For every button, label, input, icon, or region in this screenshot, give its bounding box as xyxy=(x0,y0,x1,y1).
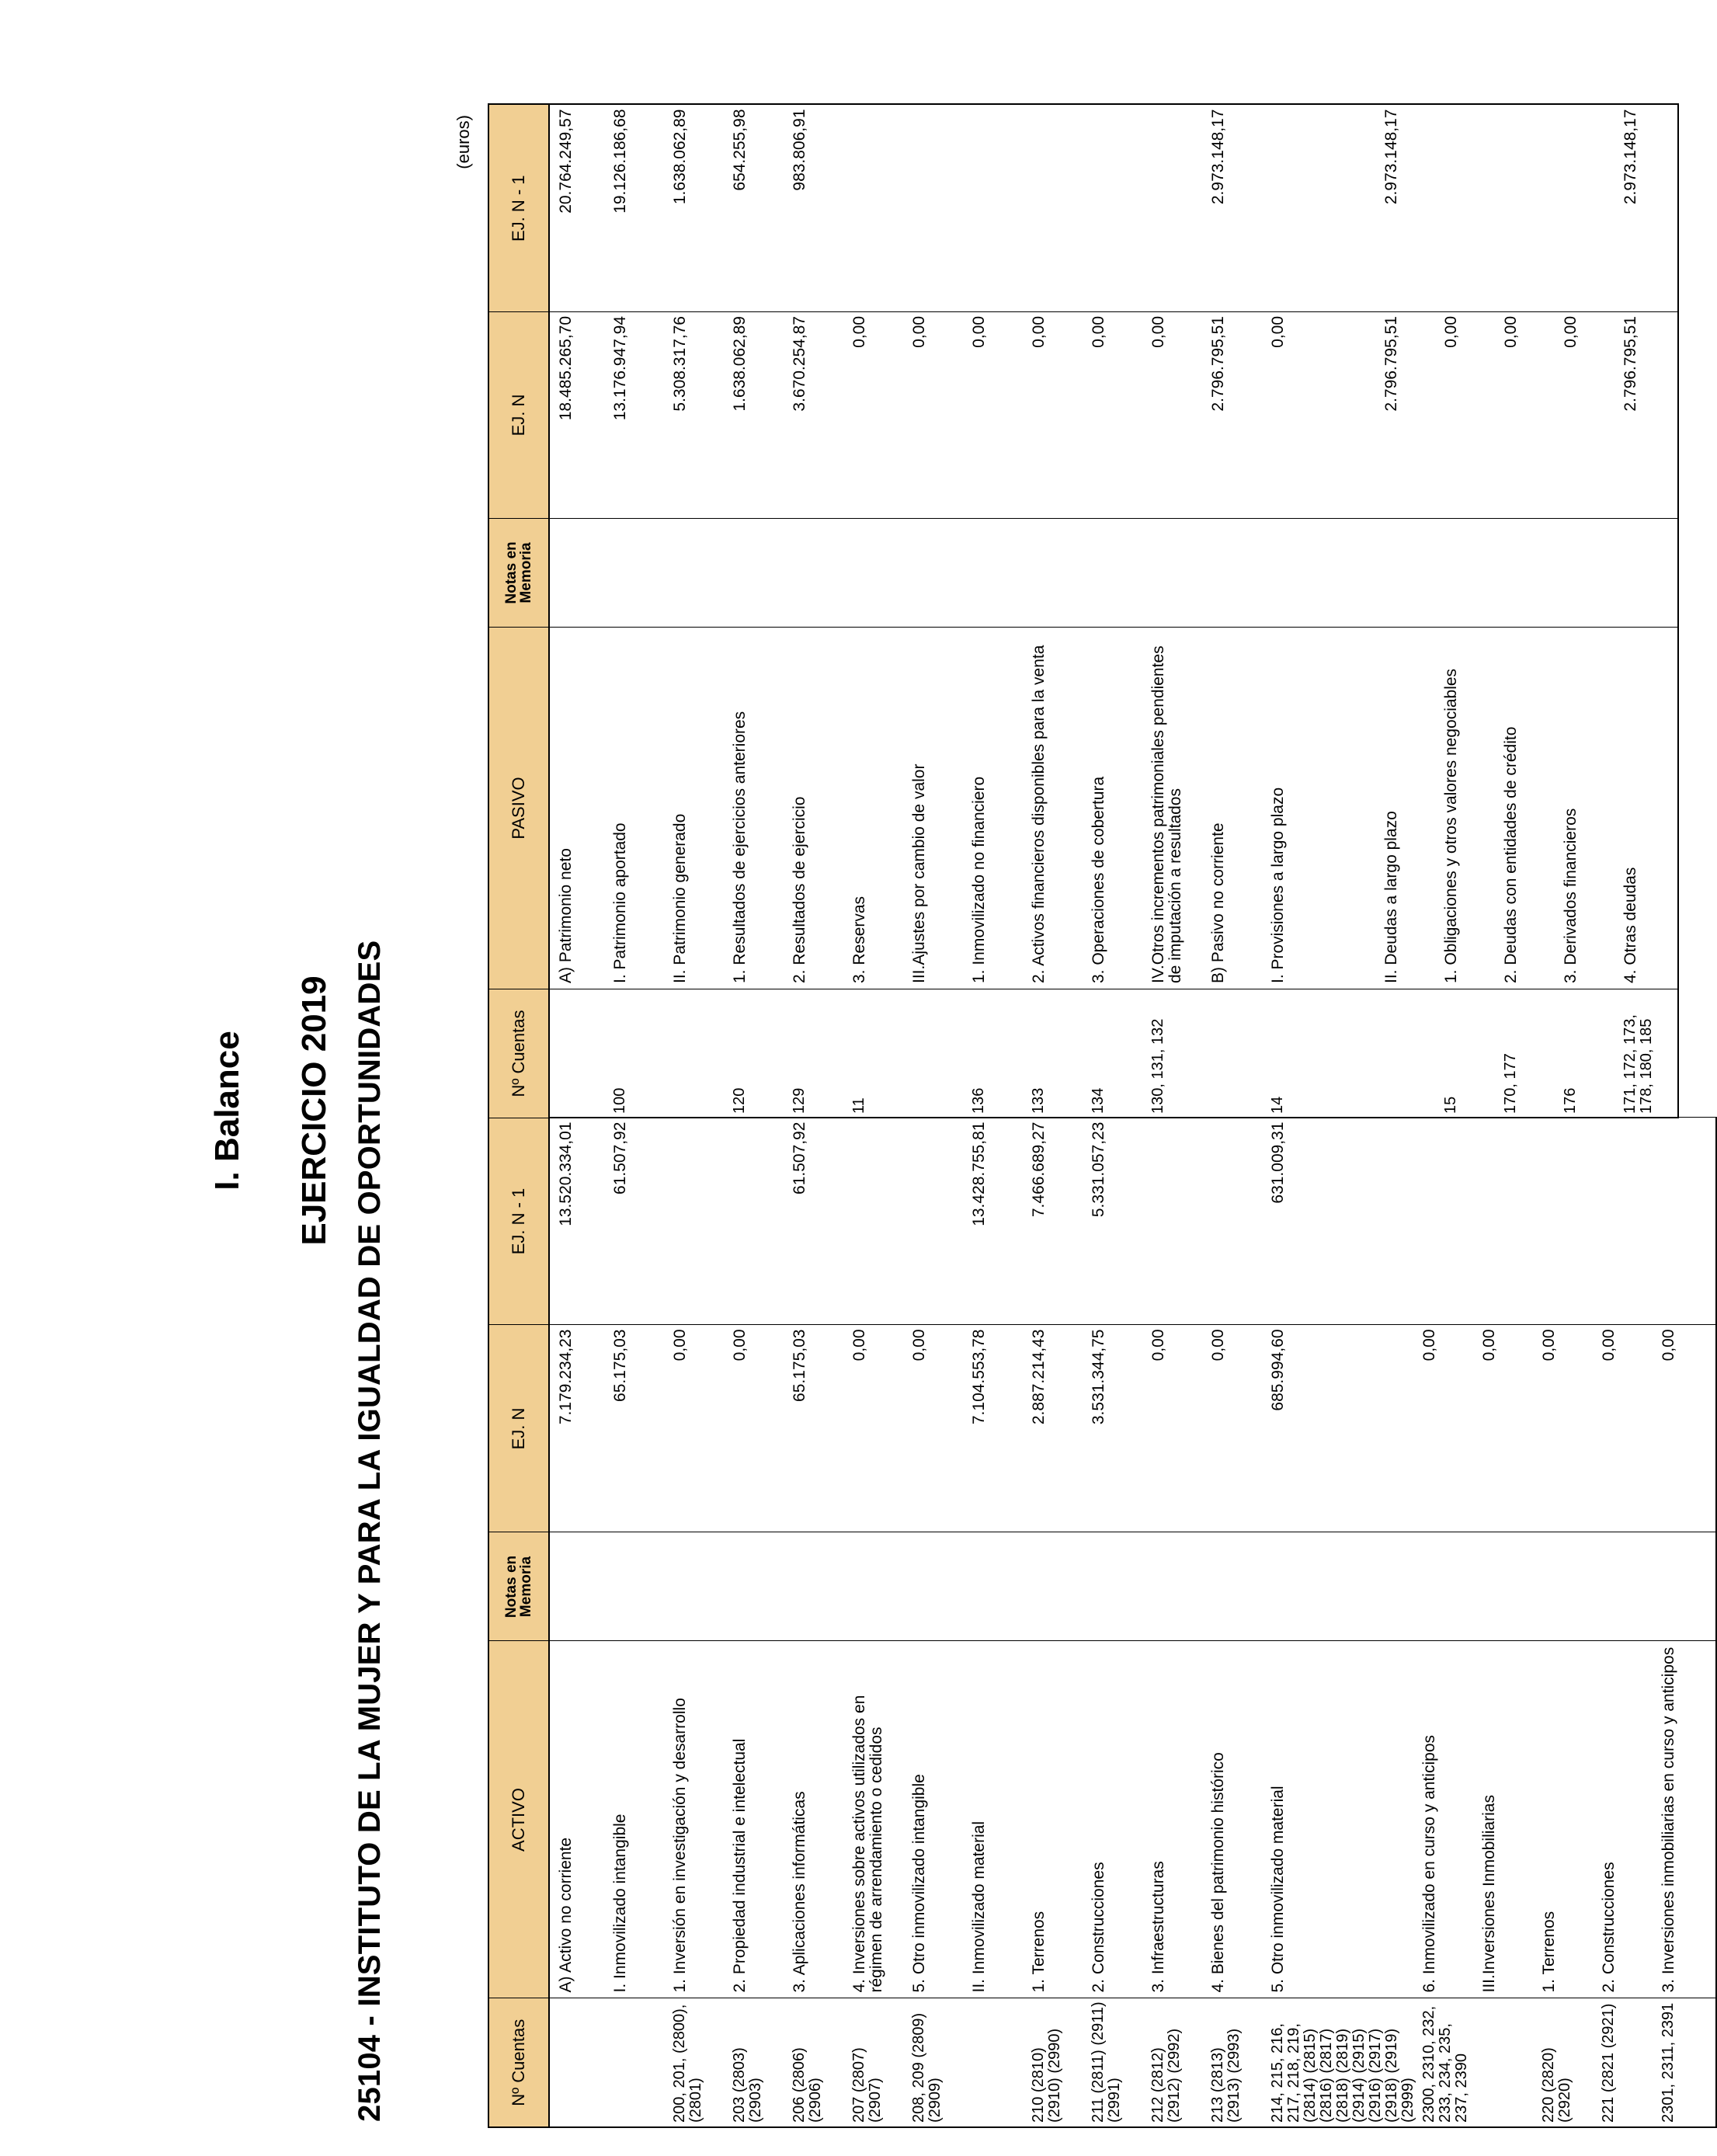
ej-n1-cell xyxy=(1205,1118,1265,1325)
cuentas-cell: 213 (2813) (2913) (2993) xyxy=(1205,1998,1265,2127)
ej-n-cell: 7.179.234,23 xyxy=(549,1325,607,1532)
concepto-cell: 4. Bienes del patrimonio histórico xyxy=(1205,1641,1265,1998)
notas-cell xyxy=(727,1532,787,1641)
notas-cell xyxy=(787,519,846,628)
pasivo-row xyxy=(1265,105,1378,1118)
cuentas-cell: 170, 177 xyxy=(1498,989,1558,1118)
notas-cell xyxy=(787,1532,846,1641)
ej-n1-cell: 61.507,92 xyxy=(787,1118,846,1325)
activo-row xyxy=(787,1118,846,2127)
ej-n1-cell xyxy=(667,1118,727,1325)
cuentas-cell: 208, 209 (2809) (2909) xyxy=(906,1998,966,2127)
pasivo-body xyxy=(549,105,1678,1118)
ej-n-cell: 3.531.344,75 xyxy=(1086,1325,1145,1532)
concepto-cell: 1. Terrenos xyxy=(1536,1641,1596,1998)
cuentas-cell: 212 (2812) (2912) (2992) xyxy=(1145,1998,1205,2127)
activo-row xyxy=(906,1118,966,2127)
cuentas-cell: 133 xyxy=(1026,989,1086,1118)
ej-n-cell: 0,00 xyxy=(1026,312,1086,519)
notas-cell xyxy=(1438,519,1498,628)
ej-n-cell: 0,00 xyxy=(846,312,906,519)
pasivo-row xyxy=(787,105,846,1118)
cuentas-cell: 100 xyxy=(607,989,667,1118)
concepto-cell: 3. Inversiones inmobiliarias en curso y anticipos xyxy=(1656,1641,1716,1998)
pasivo-row xyxy=(1438,105,1498,1118)
ej-n-cell: 0,00 xyxy=(1265,312,1378,519)
ej-n-cell: 0,00 xyxy=(1498,312,1558,519)
pasivo-row xyxy=(667,105,727,1118)
ej-n-cell: 0,00 xyxy=(906,312,966,519)
notas-cell xyxy=(1026,1532,1086,1641)
concepto-cell: 1. Inversión en investigación y desarrollo xyxy=(667,1641,727,1998)
cuentas-cell: 214, 215, 216, 217, 218, 219, (2814) (2815) (2816) (2817) (2818) (2819) (2914) (2915) (2916) (2917) (2918) (2919) (2999) xyxy=(1265,1998,1416,2127)
notas-cell xyxy=(1416,1532,1476,1641)
rotated-content xyxy=(203,93,1677,2128)
notas-cell xyxy=(727,519,787,628)
cuentas-cell: 211 (2811) (2911) (2991) xyxy=(1086,1998,1145,2127)
concepto-cell: 6. Inmovilizado en curso y anticipos xyxy=(1416,1641,1476,1998)
notas-cell xyxy=(1558,519,1618,628)
ej-n-cell: 0,00 xyxy=(667,1325,727,1532)
notas-cell xyxy=(1265,519,1378,628)
ej-n1-cell xyxy=(1265,105,1378,312)
ej-n1-cell: 20.764.249,57 xyxy=(549,105,607,312)
cuentas-cell: 129 xyxy=(787,989,846,1118)
concepto-cell: IV.Otros incrementos patrimoniales pendientes de imputación a resultados xyxy=(1145,628,1205,989)
activo-row xyxy=(1145,1118,1205,2127)
ej-n-cell: 0,00 xyxy=(1536,1325,1596,1532)
concepto-cell: 2. Construcciones xyxy=(1596,1641,1656,1998)
ej-n1-cell xyxy=(1145,1118,1205,1325)
ej-n-cell: 2.796.795,51 xyxy=(1378,312,1438,519)
concepto-cell: 3. Derivados financieros xyxy=(1558,628,1618,989)
ej-n1-cell: 13.520.334,01 xyxy=(549,1118,607,1325)
pasivo-row xyxy=(549,105,607,1118)
cuentas-cell xyxy=(549,989,607,1118)
concepto-cell: II. Inmovilizado material xyxy=(966,1641,1026,1998)
concepto-cell: 2. Deudas con entidades de crédito xyxy=(1498,628,1558,989)
activo-row xyxy=(1596,1118,1656,2127)
cuentas-cell: 176 xyxy=(1558,989,1618,1118)
concepto-cell: 5. Otro inmovilizado intangible xyxy=(906,1641,966,1998)
notas-cell xyxy=(667,1532,727,1641)
header-pasivo: PASIVO xyxy=(488,628,549,989)
cuentas-cell: 134 xyxy=(1086,989,1145,1118)
ej-n1-cell xyxy=(1416,1118,1476,1325)
activo-row xyxy=(1086,1118,1145,2127)
cuentas-cell: 11 xyxy=(846,989,906,1118)
ej-n1-cell: 7.466.689,27 xyxy=(1026,1118,1086,1325)
concepto-cell: II. Deudas a largo plazo xyxy=(1378,628,1438,989)
concepto-cell: 1. Terrenos xyxy=(1026,1641,1086,1998)
ej-n1-cell xyxy=(1656,1118,1716,1325)
concepto-cell: III.Inversiones Inmobiliarias xyxy=(1476,1641,1536,1998)
pasivo-row xyxy=(846,105,906,1118)
notas-cell xyxy=(1656,1532,1716,1641)
notas-cell xyxy=(966,519,1026,628)
ej-n-cell: 3.670.254,87 xyxy=(787,312,846,519)
notas-cell xyxy=(1205,519,1265,628)
notas-cell xyxy=(966,1532,1026,1641)
header-ej-n1: EJ. N - 1 xyxy=(488,105,549,312)
cuentas-cell: 206 (2806) (2906) xyxy=(787,1998,846,2127)
concepto-cell: A) Patrimonio neto xyxy=(549,628,607,989)
ej-n-cell: 0,00 xyxy=(1086,312,1145,519)
notas-cell xyxy=(607,519,667,628)
header-cuentas: Nº Cuentas xyxy=(488,989,549,1118)
ej-n-cell: 0,00 xyxy=(1558,312,1618,519)
pasivo-row xyxy=(607,105,667,1118)
ej-n1-cell xyxy=(906,105,966,312)
ej-n-cell: 0,00 xyxy=(1656,1325,1716,1532)
activo-header-row xyxy=(488,1118,549,2127)
cuentas-cell xyxy=(966,1998,1026,2127)
ej-n-cell: 5.308.317,76 xyxy=(667,312,727,519)
ej-n1-cell: 2.973.148,17 xyxy=(1205,105,1265,312)
ej-n-cell: 65.175,03 xyxy=(607,1325,667,1532)
ej-n-cell: 0,00 xyxy=(966,312,1026,519)
ej-n-cell: 0,00 xyxy=(1596,1325,1656,1532)
activo-row xyxy=(1656,1118,1716,2127)
ej-n1-cell xyxy=(846,1118,906,1325)
cuentas-cell: 136 xyxy=(966,989,1026,1118)
cuentas-cell: 2300, 2310, 232, 233, 234, 235, 237, 2390 xyxy=(1416,1998,1476,2127)
ej-n-cell: 0,00 xyxy=(1205,1325,1265,1532)
notas-cell xyxy=(1265,1532,1416,1641)
pasivo-row xyxy=(1205,105,1265,1118)
notas-cell xyxy=(549,519,607,628)
currency-units: (euros) xyxy=(454,115,473,169)
ej-n1-cell xyxy=(1498,105,1558,312)
ej-n1-cell: 2.973.148,17 xyxy=(1378,105,1438,312)
activo-row xyxy=(549,1118,607,2127)
pasivo-row xyxy=(1086,105,1145,1118)
ej-n-cell: 13.176.947,94 xyxy=(607,312,667,519)
activo-row xyxy=(1026,1118,1086,2127)
ej-n-cell: 7.104.553,78 xyxy=(966,1325,1026,1532)
concepto-cell: 3. Aplicaciones informáticas xyxy=(787,1641,846,1998)
notas-cell xyxy=(906,519,966,628)
concepto-cell: I. Patrimonio aportado xyxy=(607,628,667,989)
ej-n1-cell: 61.507,92 xyxy=(607,1118,667,1325)
pasivo-table xyxy=(488,104,1679,1119)
cuentas-cell xyxy=(1476,1998,1536,2127)
ej-n-cell: 1.638.062,89 xyxy=(727,312,787,519)
ej-n1-cell xyxy=(906,1118,966,1325)
ej-n1-cell xyxy=(1476,1118,1536,1325)
cuentas-cell: 120 xyxy=(727,989,787,1118)
header-cuentas: Nº Cuentas xyxy=(488,1998,549,2127)
activo-row xyxy=(846,1118,906,2127)
concepto-cell: 4. Otras deudas xyxy=(1618,628,1678,989)
concepto-cell: 2. Resultados de ejercicio xyxy=(787,628,846,989)
cuentas-cell: 171, 172, 173, 178, 180, 185 xyxy=(1618,989,1678,1118)
ej-n1-cell xyxy=(727,1118,787,1325)
ej-n-cell: 0,00 xyxy=(1145,312,1205,519)
ej-n-cell: 2.796.795,51 xyxy=(1618,312,1678,519)
ej-n-cell: 0,00 xyxy=(846,1325,906,1532)
pasivo-row xyxy=(1378,105,1438,1118)
header-ej-n1: EJ. N - 1 xyxy=(488,1118,549,1325)
cuentas-cell xyxy=(1378,989,1438,1118)
ejercicio-title: EJERCICIO 2019 xyxy=(295,975,333,1246)
cuentas-cell: 207 (2807) (2907) xyxy=(846,1998,906,2127)
header-notas: Notas en Memoria xyxy=(488,1532,549,1641)
notas-cell xyxy=(1476,1532,1536,1641)
concepto-cell: I. Inmovilizado intangible xyxy=(607,1641,667,1998)
activo-row xyxy=(667,1118,727,2127)
concepto-cell: 3. Reservas xyxy=(846,628,906,989)
concepto-cell: II. Patrimonio generado xyxy=(667,628,727,989)
ej-n-cell: 685.994,60 xyxy=(1265,1325,1416,1532)
cuentas-cell: 210 (2810) (2910) (2990) xyxy=(1026,1998,1086,2127)
cuentas-cell: 220 (2820) (2920) xyxy=(1536,1998,1596,2127)
ej-n-cell: 0,00 xyxy=(1438,312,1498,519)
ej-n1-cell xyxy=(846,105,906,312)
header-activo: ACTIVO xyxy=(488,1641,549,1998)
cuentas-cell: 200, 201, (2800), (2801) xyxy=(667,1998,727,2127)
notas-cell xyxy=(1026,519,1086,628)
concepto-cell: 2. Activos financieros disponibles para la venta xyxy=(1026,628,1086,989)
concepto-cell: 3. Operaciones de cobertura xyxy=(1086,628,1145,989)
pasivo-row xyxy=(906,105,966,1118)
ej-n-cell: 0,00 xyxy=(1416,1325,1476,1532)
ej-n1-cell: 654.255,98 xyxy=(727,105,787,312)
ej-n1-cell: 19.126.186,68 xyxy=(607,105,667,312)
pasivo-header-row xyxy=(488,105,549,1118)
concepto-cell: I. Provisiones a largo plazo xyxy=(1265,628,1378,989)
activo-row xyxy=(1476,1118,1536,2127)
ej-n-cell: 2.796.795,51 xyxy=(1205,312,1265,519)
cuentas-cell xyxy=(1205,989,1265,1118)
pasivo-row xyxy=(1026,105,1086,1118)
header-ej-n: EJ. N xyxy=(488,1325,549,1532)
header-ej-n: EJ. N xyxy=(488,312,549,519)
notas-cell xyxy=(1145,1532,1205,1641)
cuentas-cell: 15 xyxy=(1438,989,1498,1118)
ej-n-cell: 0,00 xyxy=(727,1325,787,1532)
pasivo-row xyxy=(966,105,1026,1118)
concepto-cell: 1. Resultados de ejercicios anteriores xyxy=(727,628,787,989)
cuentas-cell xyxy=(549,1998,607,2127)
activo-row xyxy=(727,1118,787,2127)
concepto-cell: 3. Infraestructuras xyxy=(1145,1641,1205,1998)
header-notas: Notas en Memoria xyxy=(488,519,549,628)
cuentas-cell: 221 (2821 (2921) xyxy=(1596,1998,1656,2127)
notas-cell xyxy=(1536,1532,1596,1641)
concepto-cell: 2. Construcciones xyxy=(1086,1641,1145,1998)
ej-n1-cell xyxy=(1086,105,1145,312)
ej-n1-cell: 2.973.148,17 xyxy=(1618,105,1678,312)
ej-n1-cell: 1.638.062,89 xyxy=(667,105,727,312)
ej-n1-cell xyxy=(1026,105,1086,312)
cuentas-cell: 2301, 2311, 2391 xyxy=(1656,1998,1716,2127)
pasivo-row xyxy=(1498,105,1558,1118)
activo-table xyxy=(488,1118,1717,2129)
concepto-cell: A) Activo no corriente xyxy=(549,1641,607,1998)
concepto-cell: 5. Otro inmovilizado material xyxy=(1265,1641,1416,1998)
ej-n1-cell xyxy=(1558,105,1618,312)
notas-cell xyxy=(607,1532,667,1641)
ej-n-cell: 0,00 xyxy=(1476,1325,1536,1532)
cuentas-cell xyxy=(607,1998,667,2127)
activo-row xyxy=(1416,1118,1476,2127)
pasivo-row xyxy=(1618,105,1678,1118)
ej-n1-cell xyxy=(1438,105,1498,312)
notas-cell xyxy=(906,1532,966,1641)
ej-n1-cell xyxy=(1536,1118,1596,1325)
ej-n1-cell: 13.428.755,81 xyxy=(966,1118,1026,1325)
notas-cell xyxy=(1145,519,1205,628)
concepto-cell: 2. Propiedad industrial e intelectual xyxy=(727,1641,787,1998)
concepto-cell: B) Pasivo no corriente xyxy=(1205,628,1265,989)
activo-row xyxy=(1205,1118,1265,2127)
ej-n1-cell: 983.806,91 xyxy=(787,105,846,312)
ej-n1-cell xyxy=(1596,1118,1656,1325)
section-title: I. Balance xyxy=(208,1031,246,1191)
ej-n-cell: 0,00 xyxy=(1145,1325,1205,1532)
notas-cell xyxy=(846,1532,906,1641)
cuentas-cell: 203 (2803) (2903) xyxy=(727,1998,787,2127)
concepto-cell: 1. Obligaciones y otros valores negociables xyxy=(1438,628,1498,989)
notas-cell xyxy=(1378,519,1438,628)
pasivo-row xyxy=(727,105,787,1118)
cuentas-cell: 14 xyxy=(1265,989,1378,1118)
concepto-cell: III.Ajustes por cambio de valor xyxy=(906,628,966,989)
concepto-cell: 4. Inversiones sobre activos utilizados en régimen de arrendamiento o cedidos xyxy=(846,1641,906,1998)
notas-cell xyxy=(1618,519,1678,628)
ej-n-cell: 65.175,03 xyxy=(787,1325,846,1532)
pasivo-row xyxy=(1145,105,1205,1118)
pasivo-row xyxy=(1558,105,1618,1118)
notas-cell xyxy=(1498,519,1558,628)
activo-row xyxy=(966,1118,1026,2127)
activo-row xyxy=(1265,1118,1416,2127)
notas-cell xyxy=(846,519,906,628)
ej-n1-cell xyxy=(966,105,1026,312)
cuentas-cell: 130, 131, 132 xyxy=(1145,989,1205,1118)
cuentas-cell xyxy=(906,989,966,1118)
cuentas-cell xyxy=(667,989,727,1118)
activo-row xyxy=(1536,1118,1596,2127)
notas-cell xyxy=(667,519,727,628)
ej-n-cell: 2.887.214,43 xyxy=(1026,1325,1086,1532)
notas-cell xyxy=(1086,519,1145,628)
notas-cell xyxy=(1086,1532,1145,1641)
ej-n-cell: 18.485.265,70 xyxy=(549,312,607,519)
ej-n-cell: 0,00 xyxy=(906,1325,966,1532)
concepto-cell: 1. Inmovilizado no financiero xyxy=(966,628,1026,989)
notas-cell xyxy=(1205,1532,1265,1641)
ej-n1-cell xyxy=(1145,105,1205,312)
activo-body xyxy=(549,1118,1716,2127)
notas-cell xyxy=(1596,1532,1656,1641)
activo-row xyxy=(607,1118,667,2127)
notas-cell xyxy=(549,1532,607,1641)
ej-n1-cell: 631.009,31 xyxy=(1265,1118,1416,1325)
ej-n1-cell: 5.331.057,23 xyxy=(1086,1118,1145,1325)
entity-title: 25104 - INSTITUTO DE LA MUJER Y PARA LA IGUALDAD DE OPORTUNIDADES xyxy=(353,940,387,2122)
